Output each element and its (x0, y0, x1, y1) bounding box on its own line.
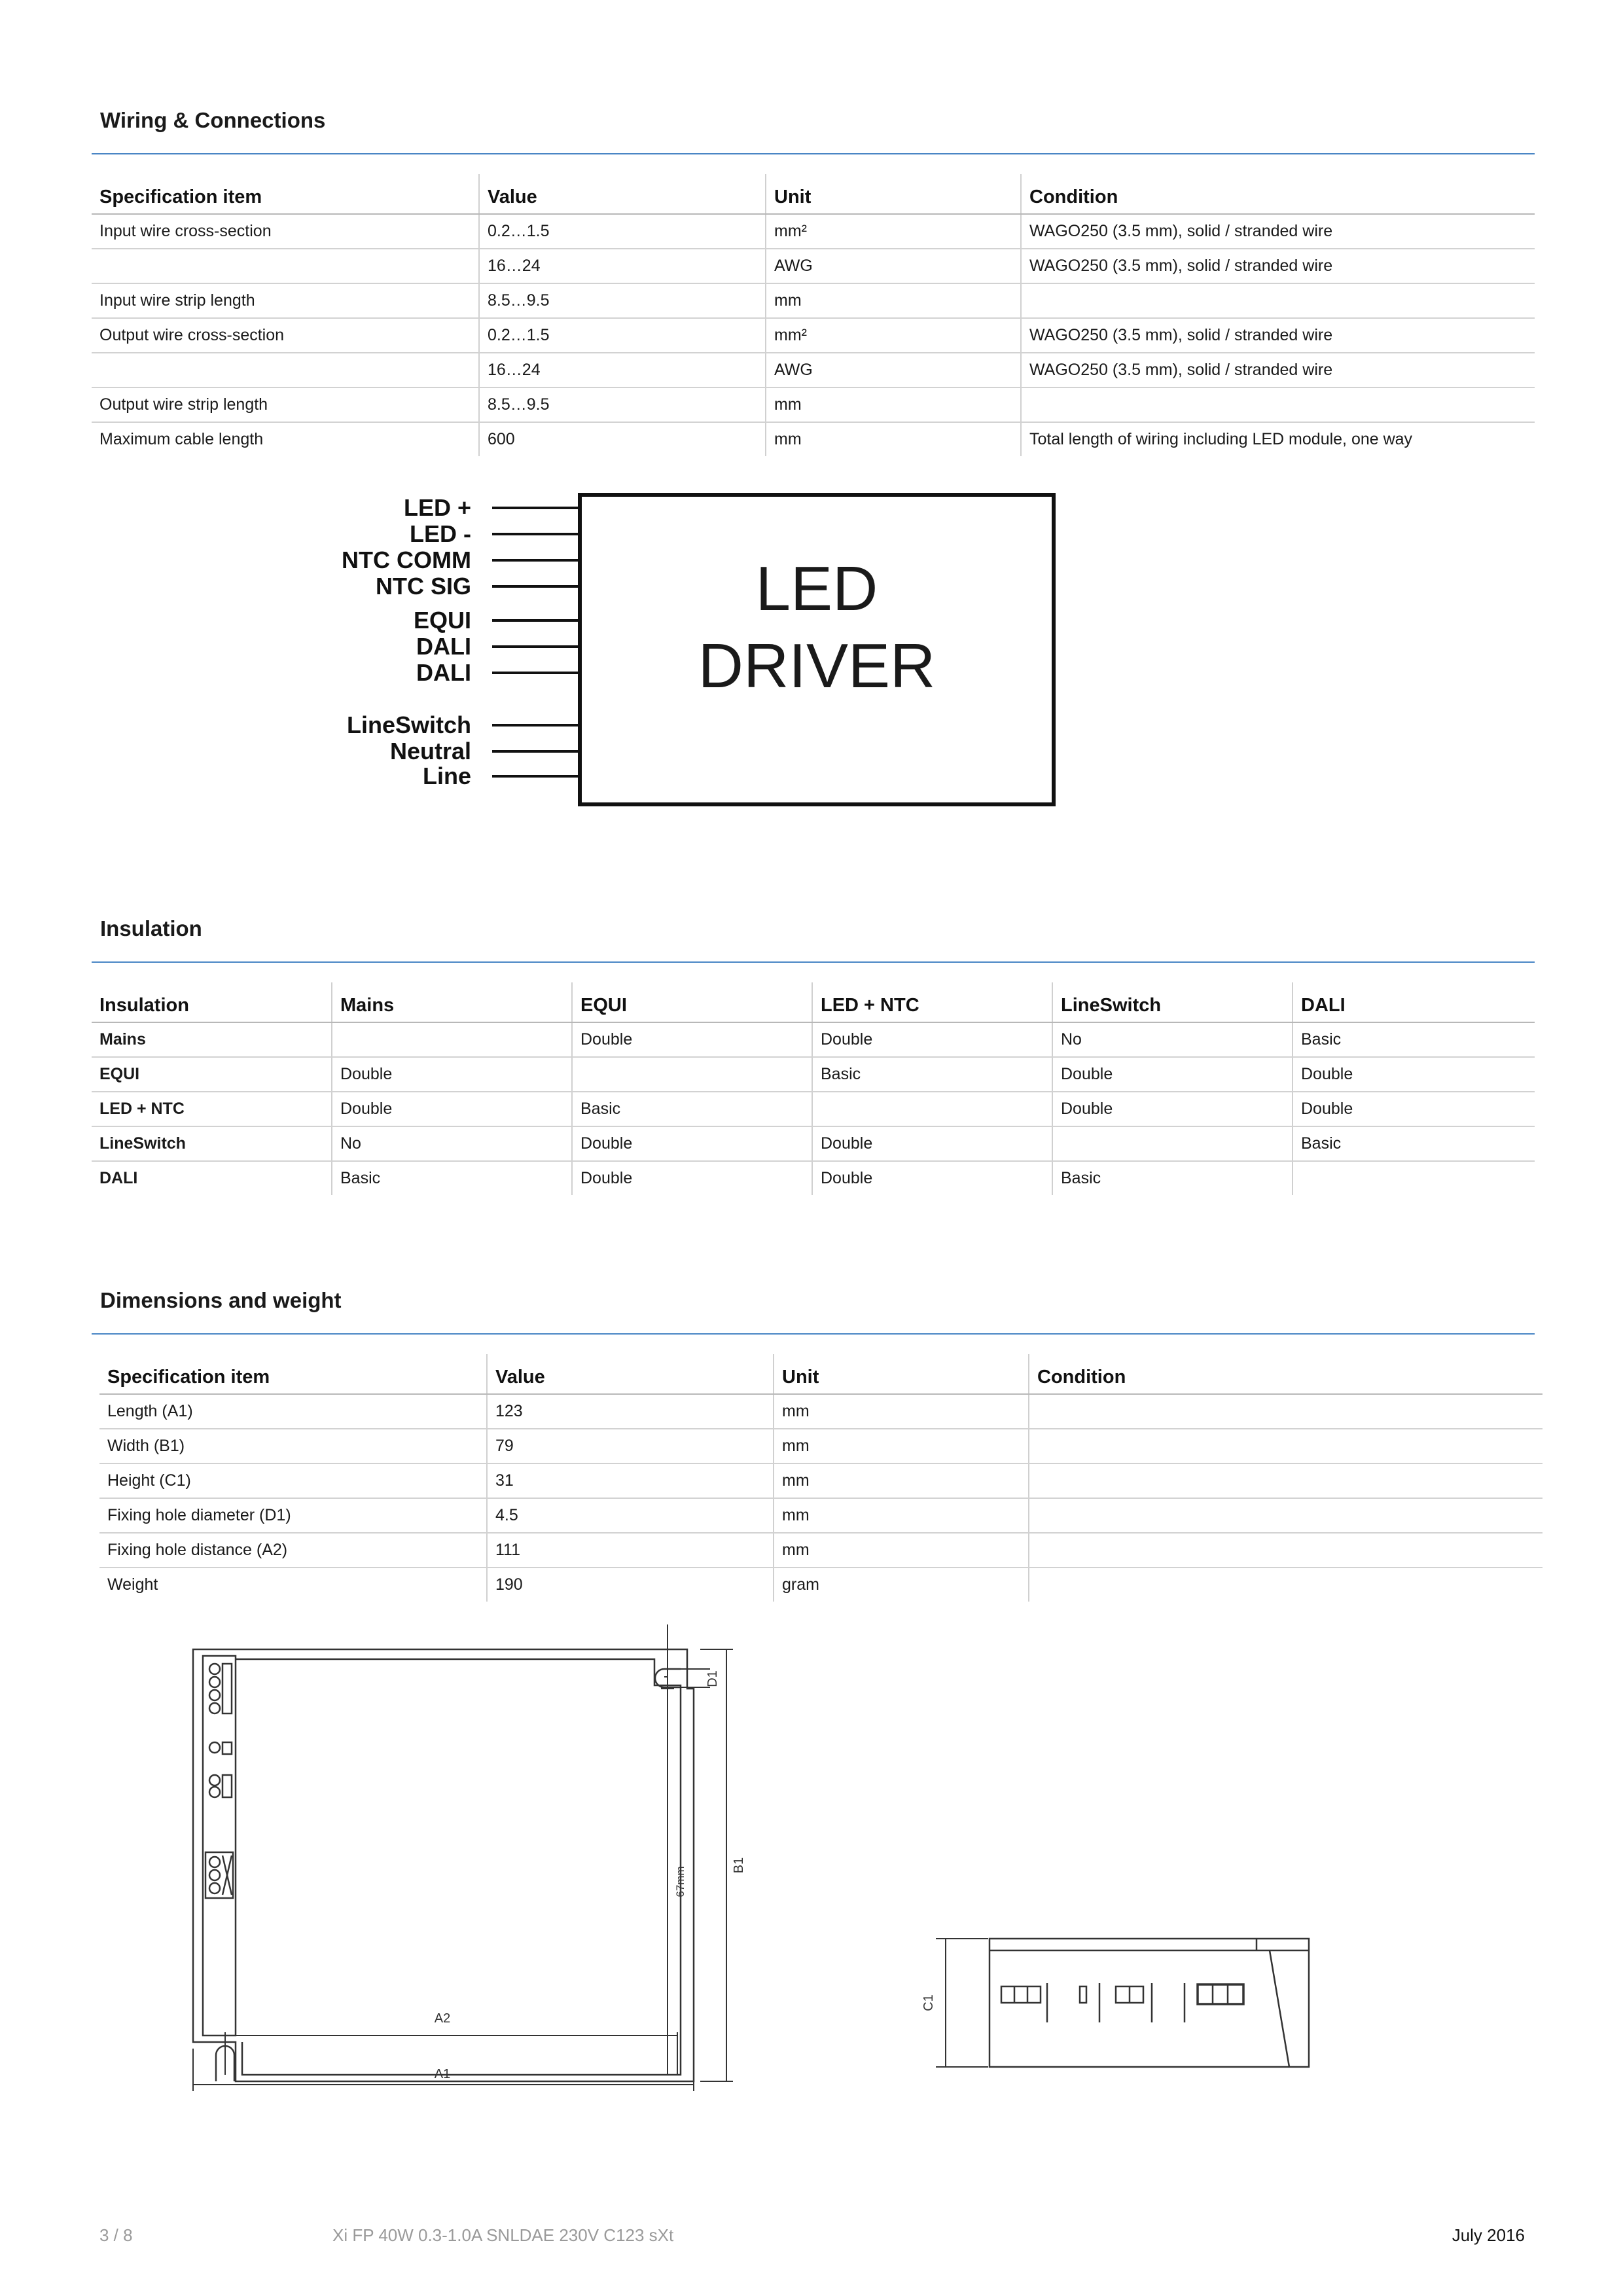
dimensions-cell: gram (774, 1568, 1029, 1602)
dimensions-header-condition: Condition (1029, 1354, 1543, 1394)
terminal-label: EQUI (413, 607, 471, 634)
wiring-table-header (92, 174, 1535, 214)
terminal-leads (492, 508, 580, 776)
dimensions-cell: 123 (487, 1394, 774, 1429)
insulation-row-head: LineSwitch (92, 1126, 332, 1161)
terminal-label: LED - (410, 520, 471, 547)
insulation-cell: Double (812, 1126, 1052, 1161)
dimensions-cell: Width (B1) (99, 1429, 487, 1463)
dimensions-cell: mm (774, 1429, 1029, 1463)
dimensions-cell: mm (774, 1394, 1029, 1429)
insulation-header: LED + NTC (812, 982, 1052, 1022)
wiring-header-condition: Condition (1021, 174, 1535, 214)
wiring-cell: 16…24 (479, 353, 766, 387)
wiring-cell: Output wire strip length (92, 387, 479, 422)
insulation-cell: Double (572, 1161, 812, 1195)
table-row (92, 1092, 1535, 1126)
terminal-label: Line (422, 762, 471, 789)
insulation-table-header (92, 982, 1535, 1022)
insulation-table (92, 982, 1535, 1195)
dimension-lines (193, 1624, 733, 2091)
insulation-cell: Basic (812, 1057, 1052, 1092)
insulation-cell (1293, 1161, 1535, 1195)
table-row (99, 1568, 1543, 1602)
dimensions-header-value: Value (487, 1354, 774, 1394)
wiring-cell: WAGO250 (3.5 mm), solid / stranded wire (1021, 249, 1535, 283)
dimensions-cell (1029, 1568, 1543, 1602)
table-row (92, 1161, 1535, 1195)
wiring-cell (1021, 283, 1535, 318)
insulation-row-head: EQUI (92, 1057, 332, 1092)
insulation-header: EQUI (572, 982, 812, 1022)
dimensions-cell: Weight (107, 1575, 158, 1594)
dimensions-cell: 4.5 (487, 1498, 774, 1533)
wiring-cell: Output wire cross-section (92, 318, 479, 353)
terminal-sockets (205, 1664, 233, 1898)
wiring-cell: AWG (766, 353, 1021, 387)
insulation-cell: Double (332, 1057, 572, 1092)
insulation-cell (1052, 1126, 1293, 1161)
insulation-cell: Double (1052, 1092, 1293, 1126)
table-row (99, 1498, 1543, 1533)
dimensions-cell: 190 (487, 1568, 774, 1602)
wiring-section-rule (92, 153, 1535, 154)
dim-label-c1: C1 (921, 1994, 936, 2011)
wiring-cell: Total length of wiring including LED module, one way (1021, 422, 1535, 456)
table-row (92, 1126, 1535, 1161)
driver-label-line2: DRIVER (698, 631, 936, 701)
wiring-cell: mm² (766, 214, 1021, 249)
dimensions-cell: Height (C1) (99, 1463, 487, 1498)
terminal-label: NTC COMM (342, 547, 471, 573)
table-row (92, 1057, 1535, 1092)
wiring-cell: WAGO250 (3.5 mm), solid / stranded wire (1021, 214, 1535, 249)
wiring-cell: mm (766, 387, 1021, 422)
top-view-drawing (177, 1623, 883, 2108)
wiring-cell: 8.5…9.5 (479, 387, 766, 422)
dimensions-cell (1029, 1533, 1543, 1568)
insulation-row-head: DALI (99, 1169, 138, 1187)
dimensions-cell: 31 (487, 1463, 774, 1498)
wiring-header-unit: Unit (766, 174, 1021, 214)
wiring-cell: mm² (766, 318, 1021, 353)
side-terminals (1001, 1983, 1243, 2022)
dimensions-cell (1029, 1463, 1543, 1498)
table-row (92, 353, 1535, 387)
table-row (92, 387, 1535, 422)
housing-inner-outline (236, 1659, 681, 2075)
dimensions-table (99, 1354, 1543, 1602)
wiring-cell: mm (766, 422, 1021, 456)
dimensions-cell: Fixing hole diameter (D1) (99, 1498, 487, 1533)
wiring-cell: 16…24 (479, 249, 766, 283)
footer-page-number: 3 / 8 (99, 2225, 133, 2245)
wiring-diagram (327, 478, 1073, 818)
terminal-label: LED + (403, 494, 471, 521)
insulation-cell (812, 1092, 1052, 1126)
wiring-cell (1021, 387, 1535, 422)
terminal-label: DALI (416, 633, 471, 660)
insulation-header: LineSwitch (1052, 982, 1293, 1022)
table-row (99, 1463, 1543, 1498)
table-row (99, 1533, 1543, 1568)
dim-label-b1: B1 (732, 1857, 746, 1874)
wiring-table (92, 174, 1535, 456)
side-bracket (1257, 1939, 1289, 2067)
insulation-row-head: LED + NTC (92, 1092, 332, 1126)
wiring-cell: mm (766, 283, 1021, 318)
footer-date: July 2016 (1452, 2225, 1525, 2245)
wiring-cell (92, 249, 479, 283)
insulation-cell: Double (1052, 1057, 1293, 1092)
dimensions-cell: 111 (487, 1533, 774, 1568)
insulation-cell: Double (572, 1126, 812, 1161)
terminal-label: NTC SIG (375, 573, 471, 600)
table-row (92, 422, 1535, 456)
wiring-header-item: Specification item (92, 174, 479, 214)
dimensions-cell: 79 (487, 1429, 774, 1463)
dimensions-header-unit: Unit (774, 1354, 1029, 1394)
side-view-drawing (916, 1924, 1322, 2081)
terminal-label: DALI (416, 659, 471, 686)
dimensions-cell: mm (774, 1498, 1029, 1533)
dimensions-cell (1029, 1394, 1543, 1429)
terminal-label: Neutral (389, 738, 471, 764)
dimensions-table-header (99, 1354, 1543, 1394)
insulation-row-head: Mains (92, 1022, 332, 1057)
insulation-cell: Basic (1293, 1126, 1535, 1161)
insulation-header: Mains (332, 982, 572, 1022)
footer-product-name: Xi FP 40W 0.3-1.0A SNLDAE 230V C123 sXt (332, 2225, 674, 2245)
insulation-cell: Double (812, 1161, 1052, 1195)
dimensions-section-rule (92, 1333, 1535, 1335)
wiring-cell: 600 (479, 422, 766, 456)
wiring-cell: WAGO250 (3.5 mm), solid / stranded wire (1021, 353, 1535, 387)
insulation-cell: Double (1293, 1092, 1535, 1126)
insulation-header: Insulation (92, 982, 332, 1022)
dimensions-cell: Length (A1) (99, 1394, 487, 1429)
dim-label-a1: A1 (434, 2067, 451, 2081)
insulation-cell: Basic (1293, 1022, 1535, 1057)
dim-label-inner: 67mm (674, 1866, 687, 1897)
insulation-cell: Basic (1052, 1161, 1293, 1195)
wiring-cell: Input wire cross-section (92, 214, 479, 249)
wiring-cell: 0.2…1.5 (479, 318, 766, 353)
wiring-cell: 0.2…1.5 (479, 214, 766, 249)
insulation-header: DALI (1293, 982, 1535, 1022)
wiring-header-value: Value (479, 174, 766, 214)
insulation-cell: No (1052, 1022, 1293, 1057)
table-row (92, 1022, 1535, 1057)
insulation-cell: Double (572, 1022, 812, 1057)
dimensions-cell (1029, 1429, 1543, 1463)
insulation-cell (572, 1057, 812, 1092)
insulation-cell: Double (812, 1022, 1052, 1057)
wiring-cell: AWG (766, 249, 1021, 283)
dimensions-header-item: Specification item (99, 1354, 487, 1394)
insulation-cell: Basic (572, 1092, 812, 1126)
dimensions-section-title: Dimensions and weight (100, 1288, 342, 1312)
wiring-cell: Maximum cable length (99, 430, 264, 448)
insulation-section-title: Insulation (100, 916, 202, 941)
table-row (92, 214, 1535, 249)
dimensions-cell: mm (774, 1463, 1029, 1498)
wiring-cell: 8.5…9.5 (479, 283, 766, 318)
wiring-cell (92, 353, 479, 387)
table-row (92, 283, 1535, 318)
table-row (99, 1429, 1543, 1463)
dim-label-a2: A2 (434, 2011, 451, 2026)
terminal-label: LineSwitch (346, 711, 471, 738)
insulation-section-rule (92, 961, 1535, 963)
dimensions-cell: Fixing hole distance (A2) (99, 1533, 487, 1568)
insulation-cell: Basic (332, 1161, 572, 1195)
insulation-cell: Double (332, 1092, 572, 1126)
insulation-cell (332, 1022, 572, 1057)
table-row (99, 1394, 1543, 1429)
wiring-cell: WAGO250 (3.5 mm), solid / stranded wire (1021, 318, 1535, 353)
driver-label-line1: LED (755, 554, 878, 624)
insulation-cell: No (332, 1126, 572, 1161)
wiring-cell: Input wire strip length (92, 283, 479, 318)
table-row (92, 318, 1535, 353)
dim-label-d1: D1 (705, 1670, 720, 1687)
dimensions-cell: mm (774, 1533, 1029, 1568)
table-row (92, 249, 1535, 283)
dimensions-cell (1029, 1498, 1543, 1533)
insulation-cell: Double (1293, 1057, 1535, 1092)
wiring-section-title: Wiring & Connections (100, 108, 326, 132)
side-dimension-lines (936, 1939, 988, 2067)
